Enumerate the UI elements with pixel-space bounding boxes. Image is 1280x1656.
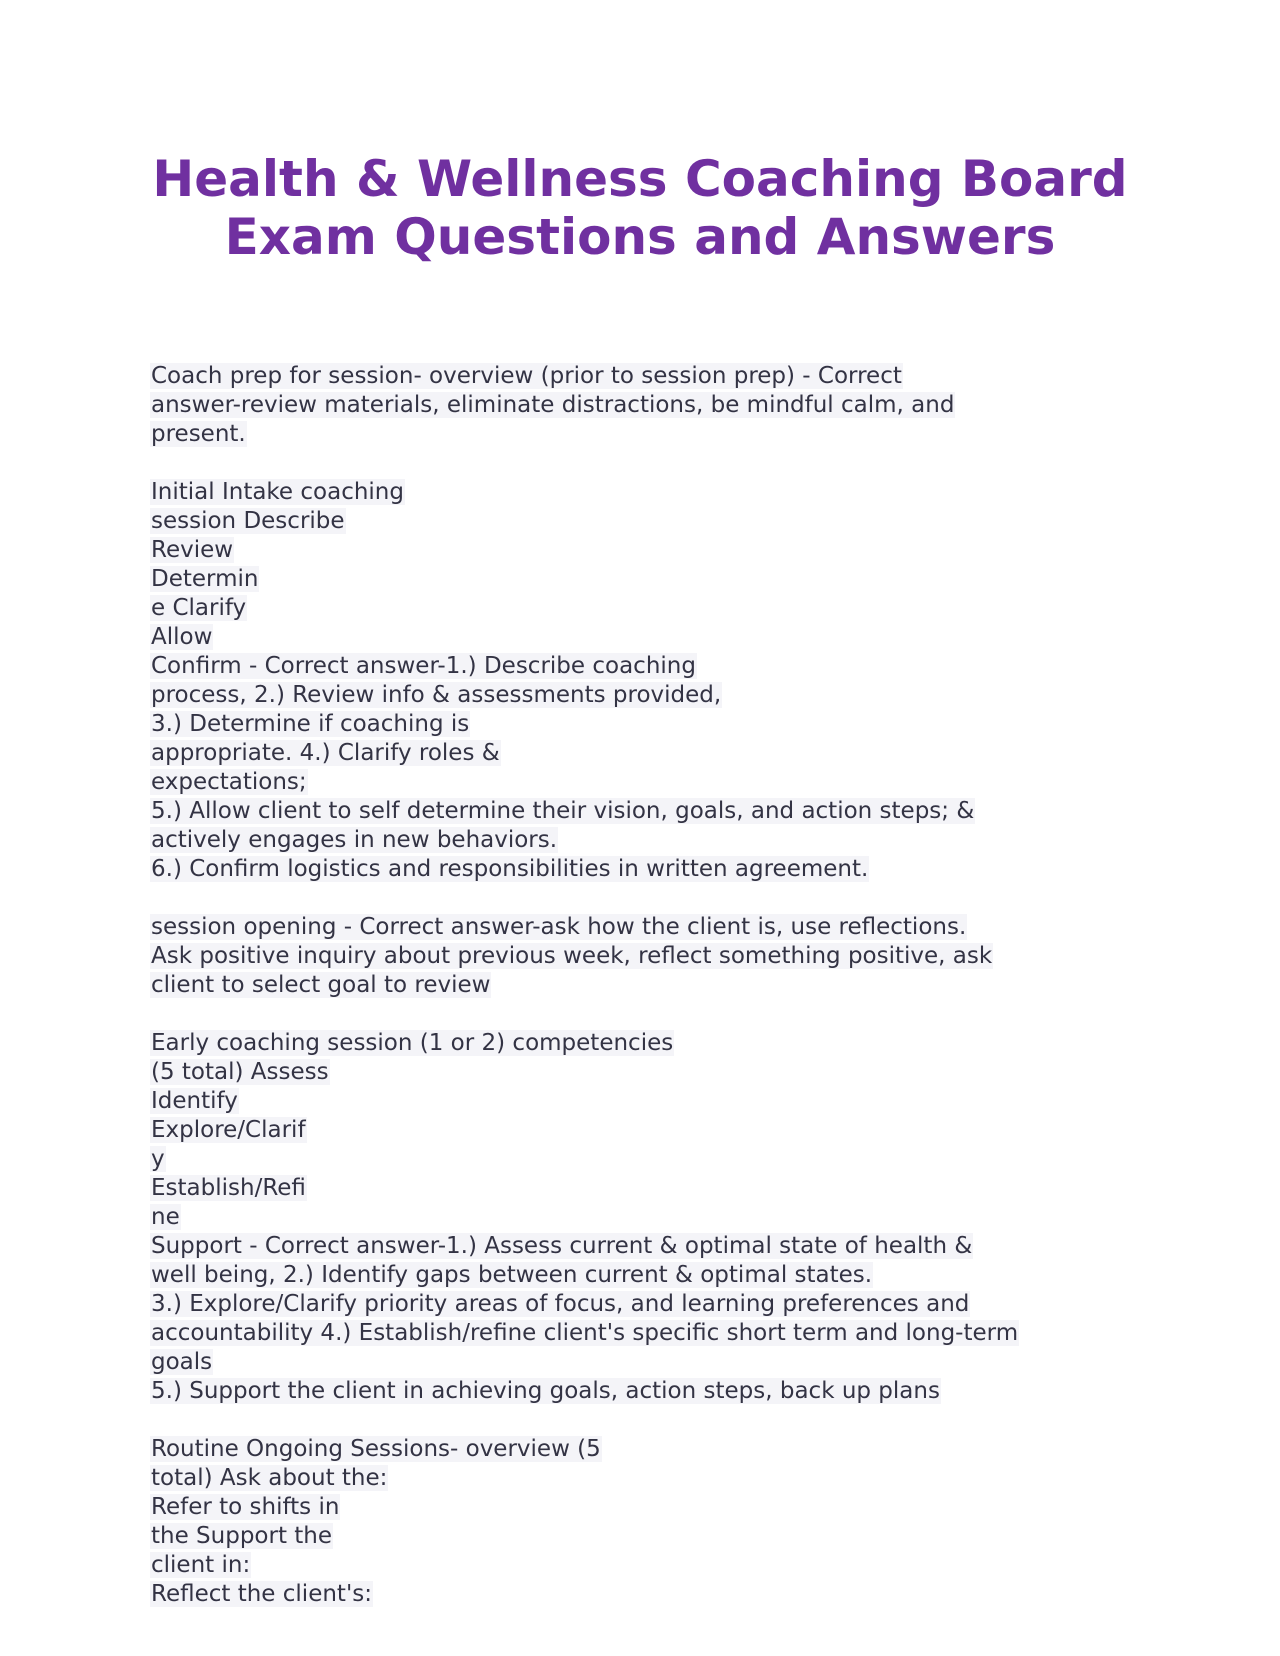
- document-body: [150, 362, 1150, 1638]
- text-line: Confirm - Correct answer-1.) Describe coaching: [151, 653, 696, 679]
- text-line: 3.) Explore/Clarify priority areas of focus, and learning preferences and: [151, 1291, 970, 1317]
- text-line: e Clarify: [151, 595, 247, 621]
- text-line: y: [151, 1146, 165, 1172]
- text-line: Identify: [151, 1088, 238, 1114]
- text-line: total) Ask about the:: [151, 1465, 388, 1491]
- qa-block-coach-prep: [150, 362, 1150, 449]
- text-line: 5.) Support the client in achieving goals, action steps, back up plans: [151, 1378, 940, 1404]
- title-line: Exam Questions and Answers: [224, 208, 1056, 266]
- text-line: (5 total) Assess: [151, 1059, 329, 1085]
- text-line: present.: [151, 421, 246, 447]
- text-line: client in:: [151, 1552, 251, 1578]
- text-line: Explore/Clarif: [151, 1117, 306, 1143]
- text-line: ne: [151, 1204, 180, 1230]
- text-line: expectations;: [151, 769, 307, 795]
- text-line: Ask positive inquiry about previous week, reflect something positive, ask: [151, 943, 993, 969]
- text-line: the Support the: [151, 1523, 333, 1549]
- qa-block-initial-intake: [150, 478, 1150, 884]
- text-line: 3.) Determine if coaching is: [151, 711, 470, 737]
- qa-block-session-opening: [150, 913, 1150, 1000]
- text-line: session opening - Correct answer-ask how the client is, use reflections.: [151, 914, 967, 940]
- document-title: [0, 150, 1280, 266]
- text-line: client to select goal to review: [151, 972, 491, 998]
- qa-block-routine-sessions: [150, 1435, 1150, 1609]
- text-line: Coach prep for session- overview (prior to session prep) - Correct: [151, 363, 902, 389]
- text-line: Reflect the client's:: [151, 1581, 372, 1607]
- text-line: Review: [151, 537, 234, 563]
- text-line: goals: [151, 1349, 213, 1375]
- text-line: actively engages in new behaviors.: [151, 827, 558, 853]
- text-line: session Describe: [151, 508, 345, 534]
- text-line: Refer to shifts in: [151, 1494, 340, 1520]
- text-line: Allow: [151, 624, 213, 650]
- text-line: well being, 2.) Identify gaps between current & optimal states.: [151, 1262, 873, 1288]
- text-line: Early coaching session (1 or 2) competencies: [151, 1030, 674, 1056]
- text-line: appropriate. 4.) Clarify roles &: [151, 740, 500, 766]
- text-line: Initial Intake coaching: [151, 479, 404, 505]
- text-line: 5.) Allow client to self determine their vision, goals, and action steps; &: [151, 798, 975, 824]
- text-line: Routine Ongoing Sessions- overview (5: [151, 1436, 601, 1462]
- text-line: answer-review materials, eliminate distractions, be mindful calm, and: [151, 392, 955, 418]
- text-line: process, 2.) Review info & assessments provided,: [151, 682, 722, 708]
- text-line: Determin: [151, 566, 259, 592]
- title-line: Health & Wellness Coaching Board: [152, 150, 1128, 208]
- qa-block-early-session: [150, 1029, 1150, 1406]
- text-line: 6.) Confirm logistics and responsibilities in written agreement.: [151, 856, 869, 882]
- text-line: accountability 4.) Establish/refine client's specific short term and long-term: [151, 1320, 1019, 1346]
- text-line: Support - Correct answer-1.) Assess current & optimal state of health &: [151, 1233, 973, 1259]
- text-line: Establish/Refi: [151, 1175, 306, 1201]
